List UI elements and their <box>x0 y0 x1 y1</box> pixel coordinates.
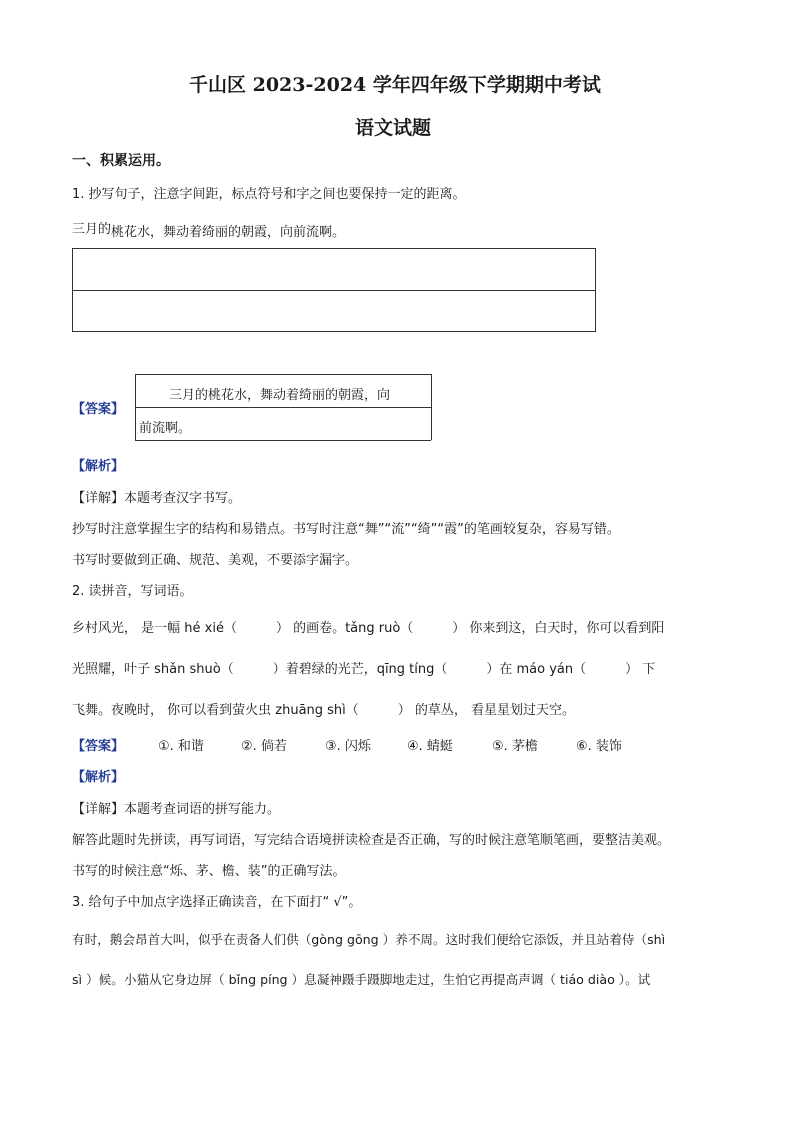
q2-prompt: 2. 读拼音，写词语。 <box>72 584 193 599</box>
q2-answer-item: ①. 和谐 <box>158 739 204 754</box>
q3-line-1: 有时，鹅会昂首大叫，似乎在责备人们供（gòng gōng ）养不周。这时我们便给它添饭，并且站着侍（shì <box>72 932 666 947</box>
q1-detail <box>72 487 241 506</box>
q2-answer-item: ⑤. 茅檐 <box>492 739 538 754</box>
q2-detail-tag: 【详解】 <box>72 802 125 817</box>
q1-answer-mid-line <box>135 407 431 408</box>
page-subtitle: 语文试题 <box>355 117 432 139</box>
q1-answer-line1: 三月的桃花水，舞动着绮丽的朝霞，向 <box>169 388 391 403</box>
q2-detail <box>72 798 280 817</box>
q2-explain-1: 解答此题时先拼读，再写词语，写完结合语境拼读检查是否正确，写的时候注意笔顺笔画，要整洁美观。 <box>72 833 671 848</box>
q2-explain-2: 书写的时候注意“烁、茅、檐、装”的正确写法。 <box>72 864 346 879</box>
q1-answer-right-line <box>431 374 432 440</box>
q1-sentence-part-a: 三月的 <box>72 222 112 237</box>
q3-prompt: 3. 给句子中加点字选择正确读音，在下面打“ √”。 <box>72 895 362 910</box>
section-heading: 一、积累运用。 <box>72 153 170 169</box>
q2-line-3: 飞舞。夜晚时， 你可以看到萤火虫 zhuāng shì（ ） 的草丛， 看星星划过天空。 <box>72 703 576 718</box>
q2-answer-item: ③. 闪烁 <box>325 739 371 754</box>
q1-prompt: 1. 抄写句子，注意字间距，标点符号和字之间也要保持一定的距离。 <box>72 187 466 202</box>
q1-sentence <box>72 218 346 240</box>
q1-explain-1: 抄写时注意掌握生字的结构和易错点。书写时注意“舞”“流”“绮”“霞”的笔画较复杂，容易写错。 <box>72 522 620 537</box>
q2-answer-list <box>158 735 622 754</box>
q3-line-2: sì ）候。小猫从它身边屏（ bǐng píng ）息凝神蹑手蹑脚地走过，生怕它再提高声调（ tiáo diào ）。试 <box>72 972 651 987</box>
q1-analysis-tag: 【解析】 <box>72 459 125 474</box>
q1-answer-line2: 前流啊。 <box>139 421 192 436</box>
q1-explain-2: 书写时要做到正确、规范、美观，不要添字漏字。 <box>72 553 359 568</box>
q2-analysis-tag: 【解析】 <box>72 770 125 785</box>
q2-answer-item: ④. 蜻蜓 <box>407 739 453 754</box>
q2-line-2: 光照耀，叶子 shǎn shuò（ ）着碧绿的光芒，qīng tíng（ ）在 máo yán（ ） 下 <box>72 662 656 677</box>
q1-answer-left-line <box>135 374 136 440</box>
q1-detail-text: 本题考查汉字书写。 <box>124 491 242 506</box>
q2-detail-text: 本题考查词语的拼写能力。 <box>124 802 281 817</box>
q1-grid-divider <box>72 290 596 291</box>
page-title: 千山区 2023-2024 学年四年级下学期期中考试 <box>189 74 601 96</box>
q1-answer-bottom-line <box>135 440 431 441</box>
q1-answer-tag: 【答案】 <box>72 402 125 417</box>
q2-line-1: 乡村风光， 是一幅 hé xié（ ） 的画卷。tǎng ruò（ ） 你来到这，白天时，你可以看到阳 <box>72 621 665 636</box>
q2-answer-item: ②. 倘若 <box>241 739 287 754</box>
q1-detail-tag: 【详解】 <box>72 491 125 506</box>
q2-answer-tag: 【答案】 <box>72 739 125 754</box>
q1-answer-top-line <box>135 374 431 375</box>
q2-answer-item: ⑥. 装饰 <box>576 739 622 754</box>
q1-sentence-part-b: 桃花水，舞动着绮丽的朝霞，向前流啊。 <box>111 225 346 240</box>
